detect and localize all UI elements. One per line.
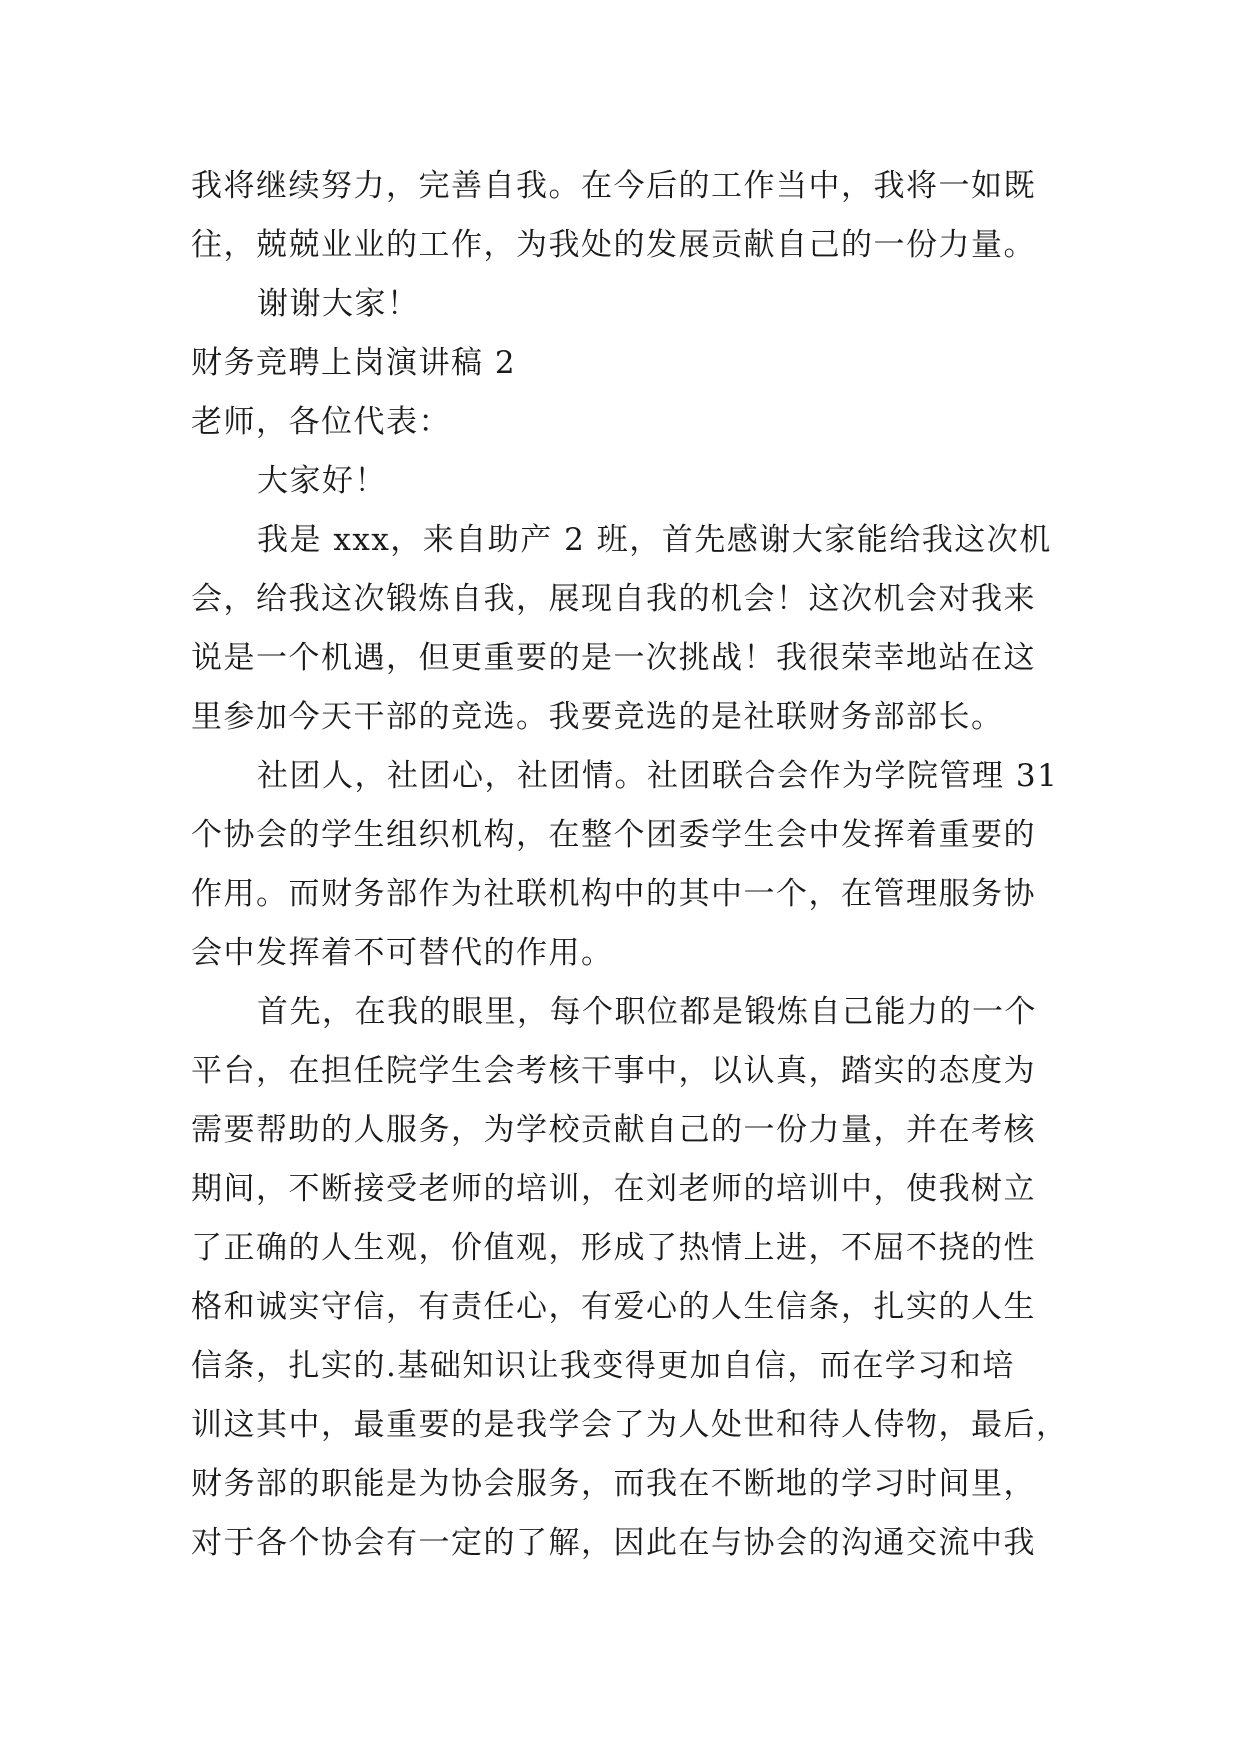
text-line: 说是一个机遇，但更重要的是一次挑战！我很荣幸地站在这 — [191, 640, 1036, 676]
greeting: 大家好！ — [257, 463, 387, 499]
text-line: 我是 xxx，来自助产 2 班，首先感谢大家能给我这次机 — [257, 522, 1052, 558]
text-line: 信条，扎实的.基础知识让我变得更加自信，而在学习和培 — [191, 1348, 1015, 1384]
text-line: 财务部的职能是为协会服务，而我在不断地的学习时间里， — [191, 1466, 1036, 1502]
text-line: 会，给我这次锻炼自我，展现自我的机会！这次机会对我来 — [191, 581, 1036, 617]
text-line: 社团人，社团心，社团情。社团联合会作为学院管理 31 — [257, 758, 1059, 794]
closing-thanks: 谢谢大家！ — [257, 286, 420, 322]
text-line: 首先，在我的眼里，每个职位都是锻炼自己能力的一个 — [257, 994, 1037, 1030]
text-line: 需要帮助的人服务，为学校贡献自己的一份力量，并在考核 — [191, 1112, 1036, 1148]
text-line: 训这其中，最重要的是我学会了为人处世和待人侍物，最后， — [191, 1407, 1069, 1443]
text-line: 会中发挥着不可替代的作用。 — [191, 935, 614, 971]
text-line: 对于各个协会有一定的了解，因此在与协会的沟通交流中我 — [191, 1525, 1036, 1561]
text-line: 个协会的学生组织机构，在整个团委学生会中发挥着重要的 — [191, 817, 1036, 853]
text-line: 我将继续努力，完善自我。在今后的工作当中，我将一如既 — [191, 168, 1036, 204]
text-line: 了正确的人生观，价值观，形成了热情上进，不屈不挠的性 — [191, 1230, 1036, 1266]
salutation: 老师，各位代表： — [191, 404, 451, 440]
text-line: 格和诚实守信，有责任心，有爱心的人生信条，扎实的人生 — [191, 1289, 1036, 1325]
text-line: 期间，不断接受老师的培训，在刘老师的培训中，使我树立 — [191, 1171, 1036, 1207]
text-line: 平台，在担任院学生会考核干事中，以认真，踏实的态度为 — [191, 1053, 1036, 1089]
section-title: 财务竞聘上岗演讲稿 2 — [191, 345, 517, 381]
document-body — [191, 157, 1071, 1573]
text-line: 作用。而财务部作为社联机构中的其中一个，在管理服务协 — [191, 876, 1036, 912]
text-line: 里参加今天干部的竞选。我要竞选的是社联财务部部长。 — [191, 699, 1004, 735]
text-line: 往，兢兢业业的工作，为我处的发展贡献自己的一份力量。 — [191, 227, 1036, 263]
